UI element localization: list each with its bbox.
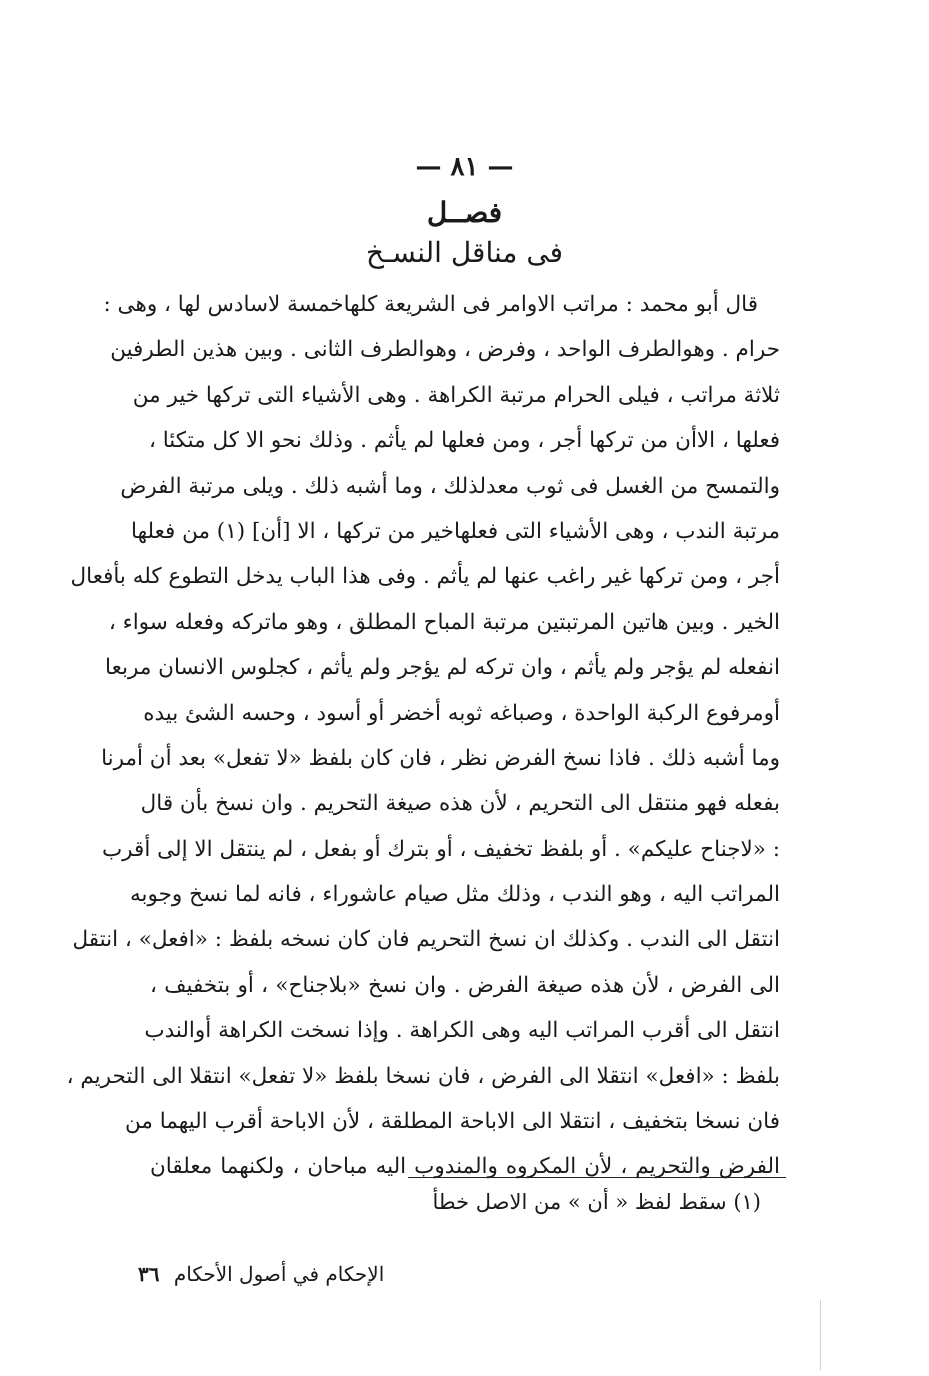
page-number: — ٨١ — — [415, 152, 514, 182]
chapter-subtitle: فى مناقل النسـخ — [365, 236, 564, 269]
footnote-divider — [408, 1177, 786, 1178]
text-line: الفرض والتحريم ، لأن المكروه والمندوب اليه مباحان ، ولكنهما معلقان — [150, 1154, 780, 1180]
text-line: مرتبة الندب ، وهى الأشياء التى فعلهاخير من تركها ، الا [أن] (١) من فعلها — [131, 518, 780, 544]
text-line: : «لاجناح عليكم» . أو بلفظ تخفيف ، أو بترك أو بفعل ، لم ينتقل الا إلى أقرب — [101, 836, 780, 862]
footer-folio: ٣٦ — [138, 1262, 160, 1286]
text-line: فان نسخا بتخفيف ، انتقلا الى الاباحة المطلقة ، لأن الاباحة أقرب اليهما من — [125, 1109, 780, 1135]
text-line: قال أبو محمد : مراتب الاوامر فى الشريعة كلهاخمسة لاسادس لها ، وهى : — [103, 292, 758, 317]
text-line: فعلها ، الاأن من تركها أجر ، ومن فعلها لم يأثم . وذلك نحو الا كل متكئا ، — [148, 428, 780, 454]
text-line: أومرفوع الركبة الواحدة ، وصباغه ثوبه أخضر أو أسود ، وحسه الشئ بيده — [143, 700, 780, 726]
chapter-title: فصــل — [426, 196, 503, 229]
text-line: حرام . وهوالطرف الواحد ، وفرض ، وهوالطرف الثانى . وبين هذين الطرفين — [110, 337, 780, 363]
text-line: انتقل الى الندب . وكذلك ان نسخ التحريم فان كان نسخه بلفظ : «افعل» ، انتقل — [72, 927, 780, 953]
footnote: (١) سقط لفظ « أن » من الاصل خطأ — [432, 1190, 761, 1214]
text-line: بفعله فهو منتقل الى التحريم ، لأن هذه صيغة التحريم . وان نسخ بأن قال — [140, 791, 780, 817]
scan-margin-mark — [820, 1300, 821, 1370]
text-line: الخير . وبين هاتين المرتبتين مرتبة المباح المطلق ، وهو ماتركه وفعله سواء ، — [108, 609, 780, 635]
text-line: انفعله لم يؤجر ولم يأثم ، وان تركه لم يؤجر ولم يأثم ، كجلوس الانسان مربعا — [105, 655, 780, 681]
text-line: انتقل الى أقرب المراتب اليه وهى الكراهة . وإذا نسخت الكراهة أوالندب — [144, 1018, 780, 1044]
body-text — [66, 282, 780, 1190]
text-line: ثلاثة مراتب ، فيلى الحرام مرتبة الكراهة . وهى الأشياء التى تركها خير من — [132, 382, 780, 408]
text-line: الى الفرض ، لأن هذه صيغة الفرض . وان نسخ «بلاجناح» ، أو بتخفيف ، — [150, 972, 780, 998]
footer-book-title: الإحكام في أصول الأحكام — [173, 1262, 385, 1286]
text-line: والتمسح من الغسل فى ثوب معدلذلك ، وما أشبه ذلك . ويلى مرتبة الفرض — [120, 473, 780, 499]
text-line: أجر ، ومن تركها غير راغب عنها لم يأثم . وفى هذا الباب يدخل التطوع كله بأفعال — [70, 564, 780, 590]
running-footer — [138, 1258, 384, 1290]
text-line: بلفظ : «افعل» انتقلا الى الفرض ، فان نسخا بلفظ «لا تفعل» انتقلا الى التحريم ، — [66, 1063, 780, 1089]
text-line: المراتب اليه ، وهو الندب ، وذلك مثل صيام عاشوراء ، فانه لما نسخ وجوبه — [130, 882, 780, 908]
text-line: وما أشبه ذلك . فاذا نسخ الفرض نظر ، فان كان بلفظ «لا تفعل» بعد أن أمرنا — [101, 745, 780, 771]
